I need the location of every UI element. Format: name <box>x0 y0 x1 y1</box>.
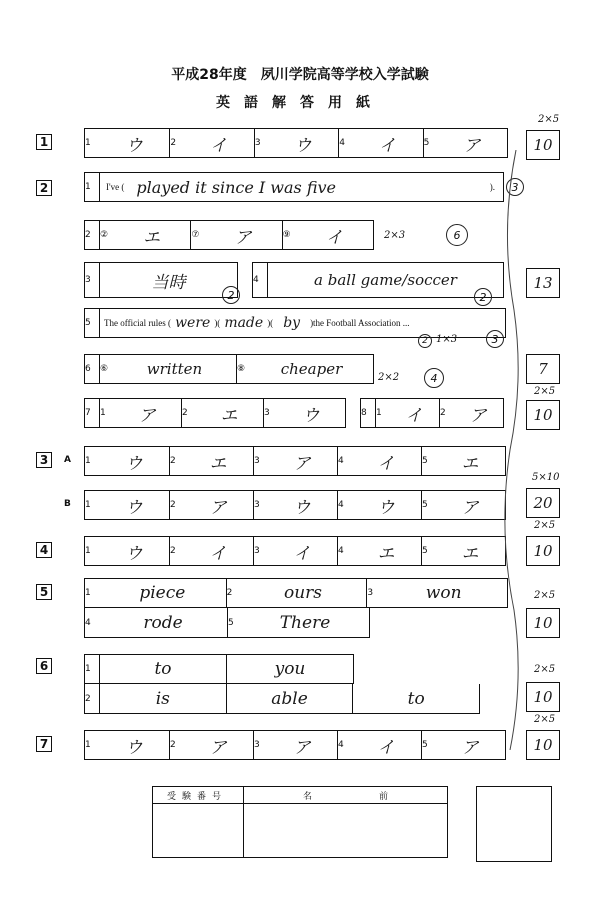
q2-6-row <box>84 354 374 384</box>
answer-cell: イ <box>209 543 227 564</box>
item-number: 2 <box>169 731 183 759</box>
printed-prefix: I've ( <box>106 182 125 192</box>
part-a-label: A <box>64 455 71 465</box>
answer-cell: ウ <box>125 453 143 474</box>
score-box: 10 <box>526 536 560 566</box>
item-number: 2 <box>169 129 183 157</box>
answer-cell: to <box>352 684 479 713</box>
photo-box <box>476 786 552 862</box>
score-note: 2×2 <box>378 372 400 383</box>
q6-row-2 <box>84 684 480 714</box>
answer-cell: エ <box>143 227 161 248</box>
answer-cell: イ <box>325 227 343 248</box>
handwritten-answer: played it since I was five <box>136 177 337 197</box>
answer-cell: ウ <box>125 497 143 518</box>
item-number: 3 <box>263 399 277 427</box>
q2-2-row <box>84 220 374 250</box>
answer-cell: won <box>425 583 462 603</box>
item-number: 3 <box>253 447 267 475</box>
q4-answer-row <box>84 536 506 566</box>
q3-b-row <box>84 490 506 520</box>
item-number: 1 <box>85 456 91 466</box>
score-note: 2×3 <box>384 230 406 241</box>
answer-cell: イ <box>210 135 228 156</box>
q2-5-row: 5 The official rules ( were )( made )( by )the Football Association ... <box>84 308 506 338</box>
item-number: 8 <box>361 408 367 418</box>
answer-cell: エ <box>461 453 479 474</box>
score-note: 2×5 <box>534 664 556 675</box>
circled-score: 3 <box>506 178 524 196</box>
answer-cell: イ <box>293 543 311 564</box>
answer-cell: is <box>99 684 226 713</box>
item-number: 4 <box>337 491 351 519</box>
answer-cell: ア <box>138 405 156 426</box>
question-4-label: 4 <box>36 542 52 558</box>
answer-cell: ウ <box>293 497 311 518</box>
answer-cell: ア <box>293 453 311 474</box>
margin-curve <box>480 150 530 750</box>
answer-cell: a ball game/soccer <box>267 263 503 297</box>
question-2-label: 2 <box>36 180 52 196</box>
item-number: 4 <box>337 537 351 565</box>
item-number: 5 <box>227 608 241 637</box>
item-number: 3 <box>85 275 91 285</box>
item-number: 5 <box>421 731 435 759</box>
answer-cell: rode <box>143 612 183 633</box>
score-note: 2×5 <box>534 590 556 601</box>
item-number: 1 <box>85 664 91 674</box>
item-number: 3 <box>253 537 267 565</box>
item-number: 4 <box>253 275 259 285</box>
circled-score: 6 <box>446 224 468 246</box>
answer-cell: イ <box>377 453 395 474</box>
q1-answer-row <box>84 128 508 158</box>
answer-cell: ア <box>463 135 481 156</box>
printed-suffix: )the Football Association ... <box>310 318 410 328</box>
score-note: 2×5 <box>534 386 556 397</box>
item-number: 2 <box>226 579 240 607</box>
item-number: 1 <box>85 138 91 148</box>
q2-3-row <box>84 262 238 298</box>
answer-cell: イ <box>405 405 423 426</box>
sheet-subtitle: 英語解答用紙 <box>216 95 384 111</box>
item-number: ⑦ <box>190 221 204 249</box>
q3-a-row <box>84 446 506 476</box>
item-number: 2 <box>439 399 453 427</box>
answer-cell: cheaper <box>280 360 343 378</box>
q6-row-1 <box>84 654 354 684</box>
item-number: 2 <box>169 491 183 519</box>
question-1-label: 1 <box>36 134 52 150</box>
answer-cell: able <box>226 684 353 713</box>
item-number: ② <box>99 221 113 249</box>
item-number: 2 <box>85 693 91 704</box>
q2-1-row <box>84 172 504 202</box>
answer-cell: ウ <box>377 497 395 518</box>
answer-cell: ウ <box>125 543 143 564</box>
item-number: 3 <box>254 129 268 157</box>
item-number: 3 <box>253 731 267 759</box>
item-number: 5 <box>421 491 435 519</box>
answer-cell: ア <box>209 737 227 758</box>
answer-cell: ウ <box>125 737 143 758</box>
item-number: 1 <box>85 588 91 598</box>
question-7-label: 7 <box>36 736 52 752</box>
answer-cell: to <box>99 655 226 683</box>
score-box: 10 <box>526 400 560 430</box>
circled-small-score: 2 <box>418 334 432 348</box>
q5-row-2 <box>84 608 370 638</box>
answer-cell: ア <box>461 497 479 518</box>
item-number: 1 <box>85 740 91 750</box>
item-number: 5 <box>423 129 437 157</box>
answer-cell: エ <box>461 543 479 564</box>
printed-suffix: ). <box>489 182 495 192</box>
score-box: 13 <box>526 268 560 298</box>
question-3-label: 3 <box>36 452 52 468</box>
blank-answer-3: by <box>283 315 301 331</box>
item-number: 6 <box>85 364 91 374</box>
sheet-title: 平成28年度 夙川学院高等学校入学試験 <box>171 67 429 83</box>
q2-4-row <box>252 262 504 298</box>
name-label-1: 名 <box>303 792 313 802</box>
item-number: 2 <box>85 230 91 240</box>
circled-score: 4 <box>424 368 444 388</box>
score-note: 1×3 <box>436 334 458 345</box>
item-number: 4 <box>85 617 91 628</box>
item-number: 3 <box>253 491 267 519</box>
answer-cell: イ <box>378 135 396 156</box>
answer-cell: エ <box>220 405 238 426</box>
score-box: 10 <box>526 682 560 712</box>
answer-cell: There <box>279 612 331 633</box>
score-note: 2×5 <box>534 714 556 725</box>
answer-cell: イ <box>377 737 395 758</box>
q2-7-row <box>84 398 346 428</box>
answer-cell: 当時 <box>99 263 237 297</box>
answer-cell: ア <box>469 405 487 426</box>
circled-score: 3 <box>486 330 504 348</box>
score-note: 2×5 <box>538 114 560 125</box>
name-label-2: 前 <box>379 792 389 802</box>
answer-cell: ours <box>283 583 323 603</box>
item-number: 7 <box>85 408 91 418</box>
question-6-label: 6 <box>36 658 52 674</box>
item-number: 1 <box>85 546 91 556</box>
part-b-label: B <box>64 499 71 509</box>
item-number: 1 <box>375 399 389 427</box>
item-number: 1 <box>99 399 113 427</box>
item-number: 5 <box>421 537 435 565</box>
item-number: 5 <box>421 447 435 475</box>
item-number: 5 <box>85 318 91 328</box>
answer-cell: ウ <box>302 405 320 426</box>
answer-cell: piece <box>139 583 186 603</box>
item-number: 2 <box>169 537 183 565</box>
q5-row-1 <box>84 578 508 608</box>
score-note: 5×10 <box>532 472 560 483</box>
question-5-label: 5 <box>36 584 52 600</box>
blank-answer-1: were <box>175 315 211 331</box>
score-box: 10 <box>526 608 560 638</box>
answer-cell: エ <box>377 543 395 564</box>
score-box: 10 <box>526 130 560 160</box>
answer-cell: ウ <box>294 135 312 156</box>
circled-score: 2 <box>222 286 240 304</box>
exam-info-box <box>152 786 448 858</box>
item-number: 2 <box>181 399 195 427</box>
item-number: ⑧ <box>236 355 250 383</box>
score-note: 2×5 <box>534 520 556 531</box>
answer-cell: ア <box>234 227 252 248</box>
answer-cell: you <box>226 655 353 683</box>
answer-cell: ア <box>209 497 227 518</box>
item-number: 2 <box>169 447 183 475</box>
score-box: 20 <box>526 488 560 518</box>
item-number: 1 <box>85 182 91 192</box>
item-number: 4 <box>338 129 352 157</box>
score-box: 10 <box>526 730 560 760</box>
answer-cell: ア <box>293 737 311 758</box>
item-number: 3 <box>366 579 380 607</box>
blank-answer-2: made <box>224 315 264 331</box>
item-number: 4 <box>337 447 351 475</box>
item-number: 1 <box>85 500 91 510</box>
answer-cell: エ <box>209 453 227 474</box>
item-number: ⑨ <box>282 221 296 249</box>
answer-cell: ウ <box>125 135 143 156</box>
printed-prefix: The official rules ( <box>104 318 172 328</box>
q7-answer-row <box>84 730 506 760</box>
item-number: ⑥ <box>99 355 113 383</box>
answer-cell: written <box>146 360 203 378</box>
score-box: 7 <box>526 354 560 384</box>
item-number: 4 <box>337 731 351 759</box>
circled-score: 2 <box>474 288 492 306</box>
exam-number-label: 受験番号 <box>167 792 228 802</box>
answer-cell: ア <box>461 737 479 758</box>
